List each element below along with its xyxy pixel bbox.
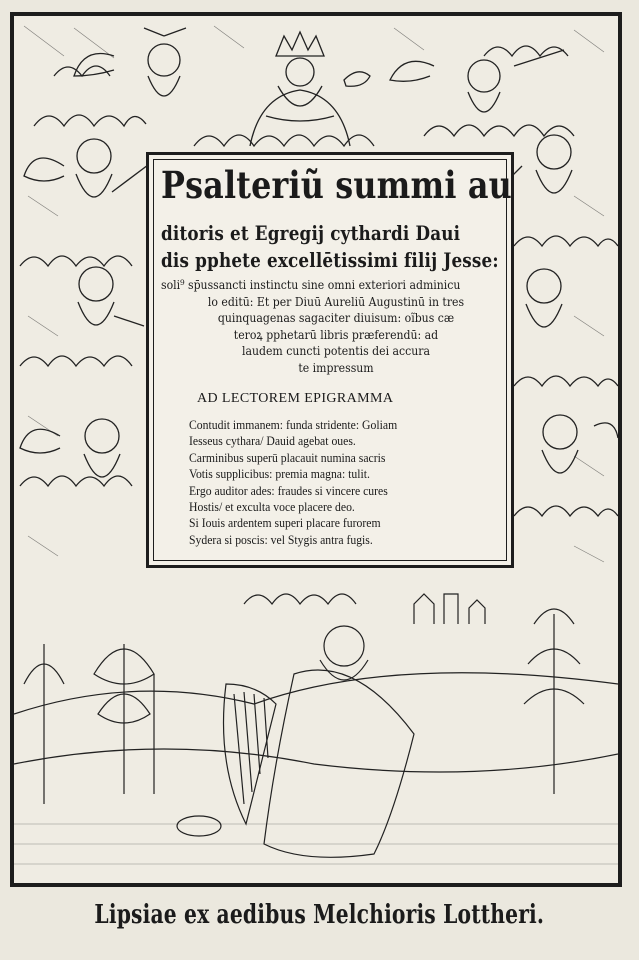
title-line-2: ditoris et Egregij cythardi Daui (161, 221, 461, 245)
paragraph-line: laudem cuncti potentis dei accura (241, 343, 431, 359)
epigram-heading: AD LECTOREM EPIGRAMMA (197, 391, 394, 406)
david-harp-woodcut (14, 564, 618, 883)
main-title: Psalteriũ summi au (161, 163, 512, 207)
paragraph-line: teroꝝ pphetarū libris præferendū: ad (233, 326, 439, 342)
poem-line: Hostis/ et exculta voce placere deo. (189, 500, 355, 515)
poem-line: Si Iouis ardentem superi placare furorem (189, 516, 381, 531)
paragraph-line: lo editū: Et per Diuū Aureliū Augustinū in tres (207, 293, 465, 309)
poem-line: Contudit immanem: funda stridente: Goliam (189, 418, 398, 432)
poem-line: Carminibus superū placauit numina sacris (189, 450, 386, 465)
paragraph-line: te impressum (298, 359, 374, 375)
paragraph-line: soli⁹ sp̄ussancti instinctu sine omni exteriori adminicu (161, 277, 461, 292)
paragraph-line: quinquagenas sagaciter diuisum: oĩbus cæ (217, 310, 455, 326)
woodcut-frame (10, 12, 622, 887)
colophon (0, 893, 639, 937)
title-paragraph (161, 277, 511, 377)
poem-line: Ergo auditor ades: fraudes si vincere cures (189, 483, 388, 498)
poem-line: Votis supplicibus: premia magna: tulit. (189, 467, 370, 482)
title-panel (146, 152, 514, 568)
colophon-text: Lipsiae ex aedibus Melchioris Lottheri. (94, 900, 545, 930)
poem-line: Iesseus cythara/ Dauid agebat oues. (189, 434, 356, 449)
title-line-3: dis pphete excellētissimi filij Jesse: (161, 248, 499, 272)
poem-line: Sydera si poscis: vel Stygis antra fugis. (189, 532, 373, 547)
epigram-poem (189, 417, 509, 548)
